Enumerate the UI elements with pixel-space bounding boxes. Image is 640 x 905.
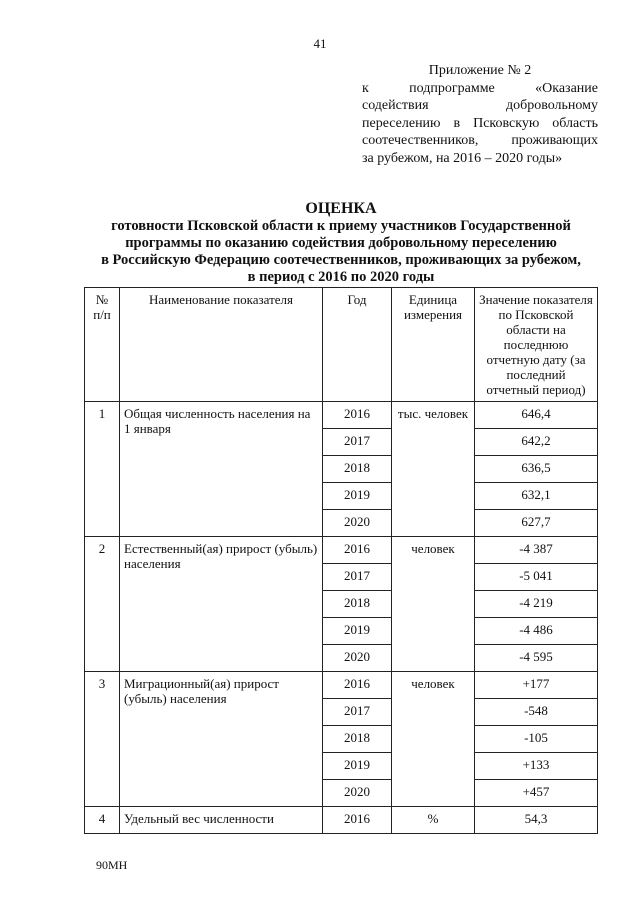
appendix-line-5: за рубежом, на 2016 – 2020 годы» [362,150,563,166]
heading-title: ОЦЕНКА [305,200,377,217]
appendix-word: соотечественников, [362,133,479,148]
value-cell: -4 595 [475,645,598,672]
heading-line: готовности Псковской области к приему участников Государственной [111,218,571,234]
document-heading [84,200,598,286]
indicator-name: Удельный вес численности [120,807,323,834]
year-cell: 2019 [323,483,392,510]
year-cell: 2018 [323,726,392,753]
value-cell: 646,4 [475,402,598,429]
value-cell: -105 [475,726,598,753]
year-cell: 2017 [323,564,392,591]
year-cell: 2019 [323,753,392,780]
year-cell: 2020 [323,780,392,807]
header-unit: Единица измерения [392,288,475,402]
heading-line: в Российскую Федерацию соотечественников, проживающих за рубежом, [101,252,581,268]
appendix-word: содействия [362,98,429,113]
value-cell: 54,3 [475,807,598,834]
footer-code: 90МН [96,858,128,872]
header-num: № п/п [85,288,120,402]
table-body [85,402,598,834]
value-cell: -4 486 [475,618,598,645]
appendix-word: подпрограмме [409,80,495,96]
header-year: Год [323,288,392,402]
heading-line: программы по оказанию содействия добровольному переселению [125,235,557,251]
header-value: Значение показателя по Псковской области на последнюю отчетную дату (за последний отчетный период) [475,288,598,402]
year-cell: 2019 [323,618,392,645]
year-cell: 2016 [323,807,392,834]
value-cell: -548 [475,699,598,726]
page-number: 41 [313,36,327,51]
value-cell: -5 041 [475,564,598,591]
indicator-name: Миграционный(ая) прирост (убыль) населения [120,672,323,807]
assessment-table [84,287,598,834]
table-row [85,537,598,564]
value-cell: 642,2 [475,429,598,456]
row-number: 2 [85,537,120,672]
year-cell: 2017 [323,429,392,456]
row-number: 1 [85,402,120,537]
year-cell: 2016 [323,537,392,564]
unit-cell: тыс. человек [392,402,475,537]
value-cell: +133 [475,753,598,780]
year-cell: 2020 [323,645,392,672]
appendix-word: в [453,115,461,131]
unit-cell: % [392,807,475,834]
appendix-word: к [362,80,369,96]
year-cell: 2017 [323,699,392,726]
heading-line: в период с 2016 по 2020 годы [247,269,435,285]
appendix-line-2 [362,97,598,115]
appendix-word: переселению [362,115,441,131]
value-cell: +457 [475,780,598,807]
appendix-title: Приложение № 2 [428,63,532,78]
row-number: 3 [85,672,120,807]
table-row [85,807,598,834]
year-cell: 2016 [323,672,392,699]
appendix-word: добровольному [505,98,598,113]
table-row [85,402,598,429]
value-cell: -4 387 [475,537,598,564]
table-row [85,672,598,699]
unit-cell: человек [392,672,475,807]
year-cell: 2016 [323,402,392,429]
value-cell: 636,5 [475,456,598,483]
appendix-word: проживающих [511,133,598,148]
appendix-word: область [552,115,598,131]
header-name: Наименование показателя [120,288,323,402]
appendix-line-1 [362,80,598,98]
appendix-word: Псковскую [473,115,540,131]
appendix-line-4 [362,132,598,150]
year-cell: 2018 [323,591,392,618]
unit-cell: человек [392,537,475,672]
table-header-row [85,288,598,402]
value-cell: -4 219 [475,591,598,618]
indicator-name: Естественный(ая) прирост (убыль) населения [120,537,323,672]
appendix-block [362,62,598,167]
appendix-word: «Оказание [535,80,598,96]
value-cell: +177 [475,672,598,699]
indicator-name: Общая численность населения на 1 января [120,402,323,537]
value-cell: 627,7 [475,510,598,537]
year-cell: 2020 [323,510,392,537]
value-cell: 632,1 [475,483,598,510]
appendix-line-3 [362,115,598,133]
year-cell: 2018 [323,456,392,483]
row-number: 4 [85,807,120,834]
